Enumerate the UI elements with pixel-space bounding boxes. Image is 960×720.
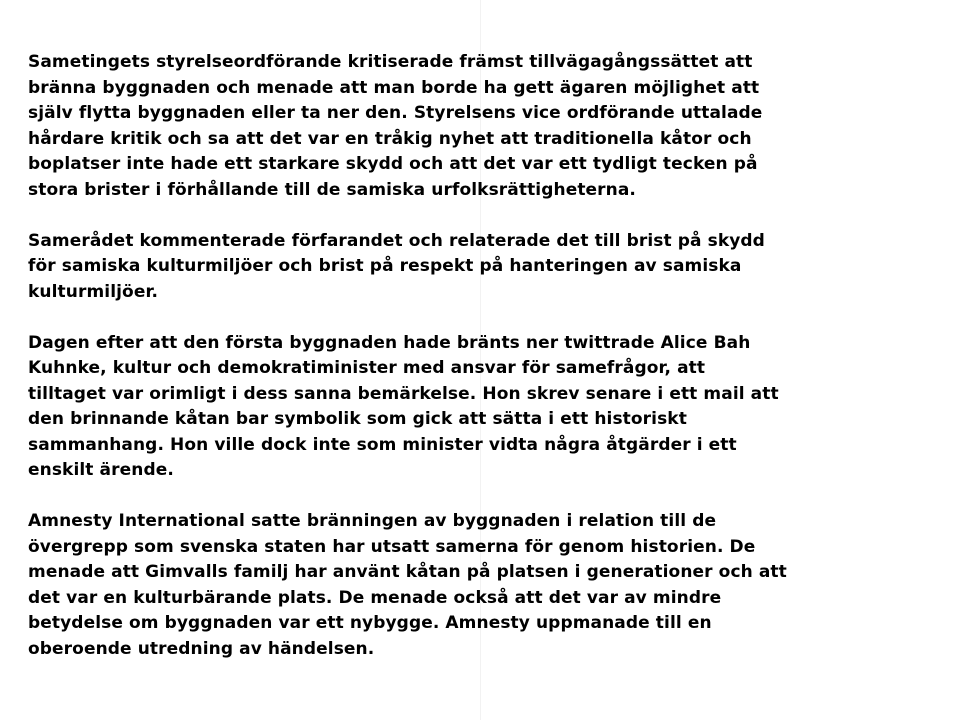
- text-line: enskilt ärende.: [28, 460, 174, 480]
- text-line: Dagen efter att den första byggnaden hade bränts ner twittrade Alice Bah: [28, 332, 751, 353]
- text-line: boplatser inte hade ett starkare skydd och att det var ett tydligt tecken på: [28, 154, 758, 174]
- paragraph-amnesty: [28, 509, 938, 662]
- text-line: Samerådet kommenterade förfarandet och relaterade det till brist på skydd: [28, 230, 765, 251]
- text-line: för samiska kulturmiljöer och brist på respekt på hanteringen av samiska: [28, 256, 742, 276]
- text-line: Sametingets styrelseordförande kritiserade främst tillvägagångssättet att: [28, 52, 753, 72]
- text-line: menade att Gimvalls familj har använt kåtan på platsen i generationer och att: [28, 562, 787, 582]
- text-line: bränna byggnaden och menade att man borde ha gett ägaren möjlighet att: [28, 77, 760, 98]
- paragraph-sameradet: [28, 229, 938, 306]
- paragraph-sametinget: [28, 50, 938, 203]
- text-line: övergrepp som svenska staten har utsatt samerna för genom historien. De: [28, 536, 756, 557]
- document-body: [28, 50, 938, 688]
- text-line: oberoende utredning av händelsen.: [28, 638, 375, 659]
- text-line: sammanhang. Hon ville dock inte som minister vidta några åtgärder i ett: [28, 434, 737, 455]
- text-line: Amnesty International satte bränningen av byggnaden i relation till de: [28, 511, 717, 531]
- text-line: den brinnande kåtan bar symbolik som gick att sätta i ett historiskt: [28, 409, 687, 429]
- paragraph-minister: [28, 331, 938, 484]
- text-line: kulturmiljöer.: [28, 281, 159, 302]
- text-line: hårdare kritik och sa att det var en tråkig nyhet att traditionella kåtor och: [28, 128, 752, 149]
- text-line: betydelse om byggnaden var ett nybygge. Amnesty uppmanade till en: [28, 613, 712, 633]
- text-line: själv flytta byggnaden eller ta ner den. Styrelsens vice ordförande uttalade: [28, 103, 763, 123]
- text-line: tilltaget var orimligt i dess sanna bemärkelse. Hon skrev senare i ett mail att: [28, 383, 779, 404]
- text-line: stora brister i förhållande till de samiska urfolksrättigheterna.: [28, 179, 636, 200]
- text-line: Kuhnke, kultur och demokratiminister med ansvar för samefrågor, att: [28, 358, 706, 378]
- text-line: det var en kulturbärande plats. De menade också att det var av mindre: [28, 587, 722, 608]
